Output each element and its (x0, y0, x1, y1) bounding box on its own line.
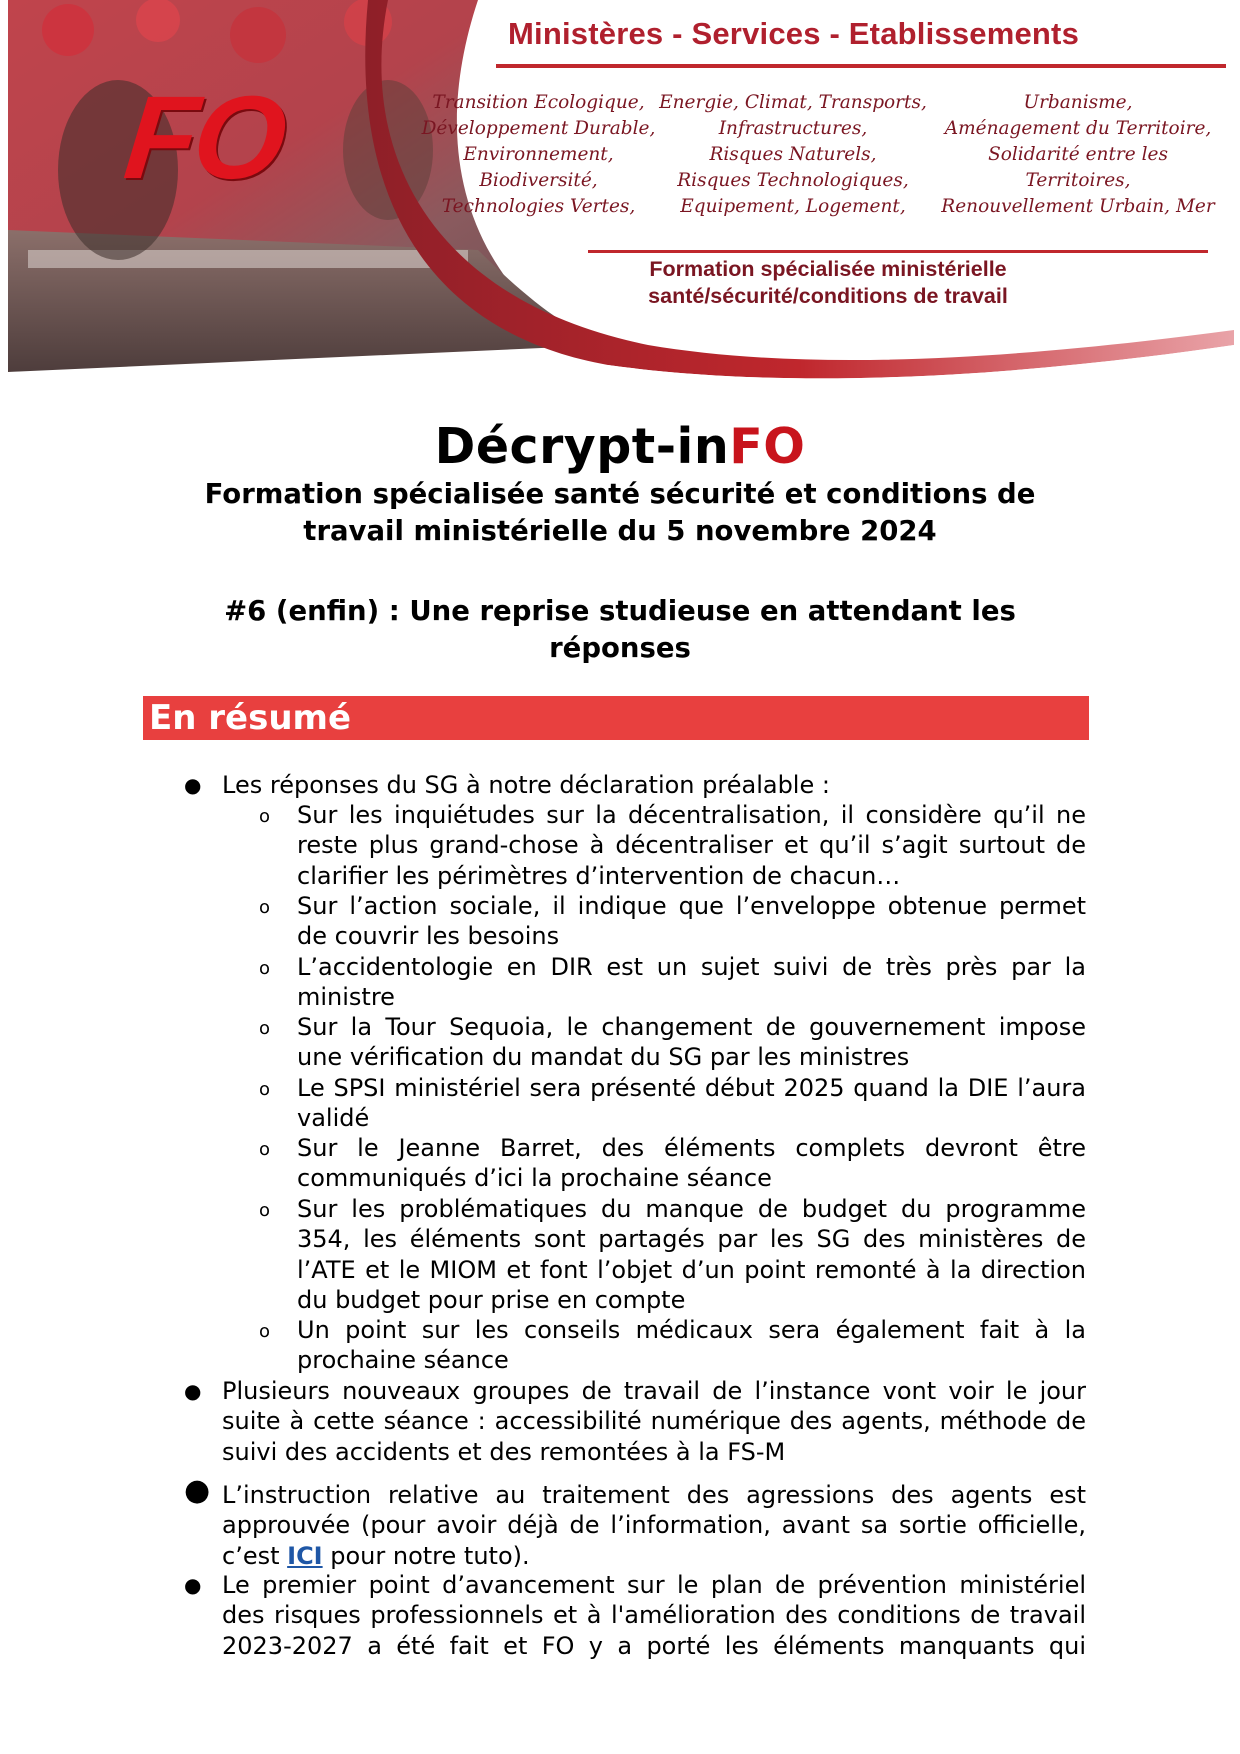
banner-title: Ministères - Services - Etablissements (508, 16, 1080, 51)
topics-column-2: Energie, Climat, Transports, Infrastructures, Risques Naturels, Risques Technologiques, Equipement, Logement, (659, 92, 927, 217)
ici-link[interactable]: ICI (287, 1541, 323, 1570)
banner-divider-2 (588, 250, 1208, 253)
sub-list-item: o L’accidentologie en DIR est un sujet suivi de très près par la ministre (259, 953, 1086, 1012)
circle-bullet-icon: o (259, 958, 271, 979)
fo-logo: FO (119, 72, 289, 204)
document-title: Décrypt-inFO (434, 418, 806, 475)
list-item: ● Les réponses du SG à notre déclaration préalable : (184, 771, 830, 799)
circle-bullet-icon: o (259, 1018, 271, 1039)
sub-list-item: o Sur la Tour Sequoia, le changement de gouvernement impose une vérification du mandat du SG par les ministres (259, 1013, 1086, 1072)
section-header: En résumé (143, 696, 1089, 740)
document-subtitle: Formation spécialisée santé sécurité et conditions de travail ministérielle du 5 novembre 2024 (204, 478, 1036, 547)
circle-bullet-icon: o (259, 806, 271, 827)
sub-list-item: o Sur les problématiques du manque de budget du programme 354, les éléments sont partagés par les SG des ministères de l’ATE et le MIOM et font l’objet d’un point remonté à la direction du budget pour prise en compte (259, 1195, 1086, 1314)
list-item: ● L’instruction relative au traitement des agressions des agents est approuvée (pour avoir déjà de l’information, avant sa sortie officielle, c’est ICI pour notre tuto). (184, 1473, 1086, 1570)
sub-list-item: o Sur l’action sociale, il indique que l’enveloppe obtenue permet de couvrir les besoins (259, 892, 1086, 951)
list-item: ● Le premier point d’avancement sur le plan de prévention ministériel des risques professionnels et à l'amélioration des conditions de travail 2023-2027 a été fait et FO y a porté les éléments manquants qui (184, 1571, 1086, 1660)
issue-heading: #6 (enfin) : Une reprise studieuse en attendant les réponses (224, 595, 1016, 664)
circle-bullet-icon: o (259, 1139, 271, 1160)
circle-bullet-icon: o (259, 897, 271, 918)
circle-bullet-icon: o (259, 1200, 271, 1221)
topics-column-3: Urbanisme, Aménagement du Territoire, Solidarité entre les Territoires, Renouvellement Urbain, Mer (941, 92, 1215, 217)
sub-list-item: o Sur les inquiétudes sur la décentralisation, il considère qu’il ne reste plus grand-chose à décentraliser et qu’il s’agit surtout de clarifier les périmètres d’intervention de chacun… (259, 801, 1086, 890)
banner-subtitle: Formation spécialisée ministérielle santé/sécurité/conditions de travail (648, 257, 1008, 308)
circle-bullet-icon: o (259, 1079, 271, 1100)
sub-list-item: o Sur le Jeanne Barret, des éléments complets devront être communiqués d’ici la prochaine séance (259, 1134, 1086, 1193)
header-banner (8, 0, 1234, 380)
banner-divider (496, 64, 1226, 68)
bullet-icon: ● (184, 1573, 202, 1597)
bullet-icon: ● (184, 773, 202, 797)
list-item: ● Plusieurs nouveaux groupes de travail de l’instance vont voir le jour suite à cette séance : accessibilité numérique des agents, méthode de suivi des accidents et des remontées à la FS-M (184, 1377, 1086, 1466)
sub-list-item: o Un point sur les conseils médicaux sera également fait à la prochaine séance (259, 1316, 1086, 1375)
sub-list-item: o Le SPSI ministériel sera présenté début 2025 quand la DIE l’aura validé (259, 1074, 1086, 1133)
bullet-icon: ● (184, 1379, 202, 1403)
circle-bullet-icon: o (259, 1321, 271, 1342)
topics-column-1: Transition Ecologique, Développement Durable, Environnement, Biodiversité, Technologies Vertes, (421, 92, 656, 217)
bullet-icon: ● (184, 1473, 211, 1508)
